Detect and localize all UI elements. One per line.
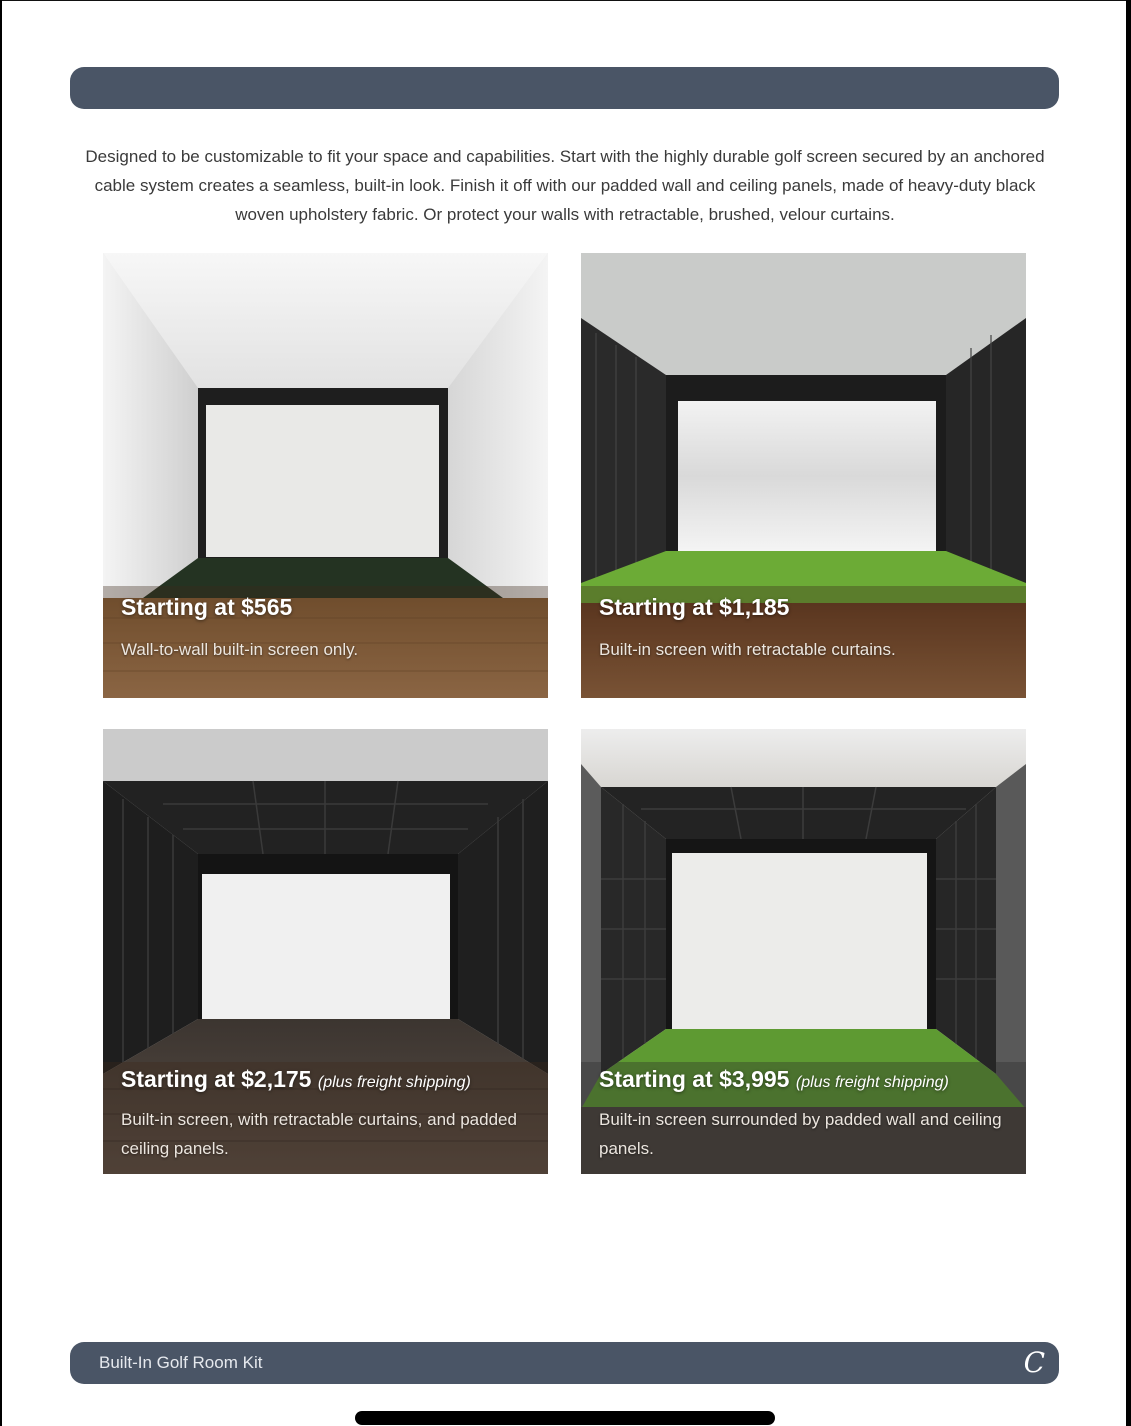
kit-caption: [103, 586, 548, 698]
footer-bar: [70, 1342, 1059, 1384]
kit-price: Starting at $3,995: [599, 1066, 790, 1092]
kit-card-screen-only: [103, 253, 548, 698]
home-indicator-bar[interactable]: [355, 1411, 775, 1425]
page-border-top: [0, 0, 1131, 1]
kit-description: Built-in screen, with retractable curtains, and padded ceiling panels.: [121, 1110, 517, 1158]
brand-logo-icon: C: [1023, 1346, 1045, 1379]
footer-title: Built-In Golf Room Kit: [99, 1353, 263, 1372]
intro-paragraph: Designed to be customizable to fit your space and capabilities. Start with the highly durable golf screen secured by an anchored cable system creates a seamless, built-in look. Finish it off with our padded wall and ceiling panels, made of heavy-duty black woven upholstery fabric. Or protect your walls with retractable, brushed, velour curtains.: [85, 147, 1045, 224]
kit-card-padded-walls: [581, 729, 1026, 1174]
kit-caption: [103, 1062, 548, 1174]
kit-shipping-note: (plus freight shipping): [795, 1074, 949, 1091]
kit-card-curtains-ceiling: [103, 729, 548, 1174]
kit-price-title: [599, 594, 1008, 621]
page-border-left: [0, 0, 2, 1426]
kit-price: Starting at $565: [121, 594, 293, 620]
kit-price: Starting at $1,185: [599, 594, 790, 620]
kit-price: Starting at $2,175: [121, 1066, 312, 1092]
kit-caption: [581, 1062, 1026, 1174]
kit-description: Built-in screen surrounded by padded wall and ceiling panels.: [599, 1110, 1002, 1158]
kit-description: Built-in screen with retractable curtains.: [599, 640, 896, 659]
kit-description: Wall-to-wall built-in screen only.: [121, 640, 359, 659]
kit-price-title: [121, 1066, 530, 1093]
kit-shipping-note: (plus freight shipping): [317, 1074, 471, 1091]
header-bar: [70, 67, 1059, 109]
kit-card-curtains: [581, 253, 1026, 698]
page-border-right: [1126, 0, 1131, 1426]
kit-caption: [581, 586, 1026, 698]
kit-price-title: [599, 1066, 1008, 1093]
kit-price-title: [121, 594, 530, 621]
